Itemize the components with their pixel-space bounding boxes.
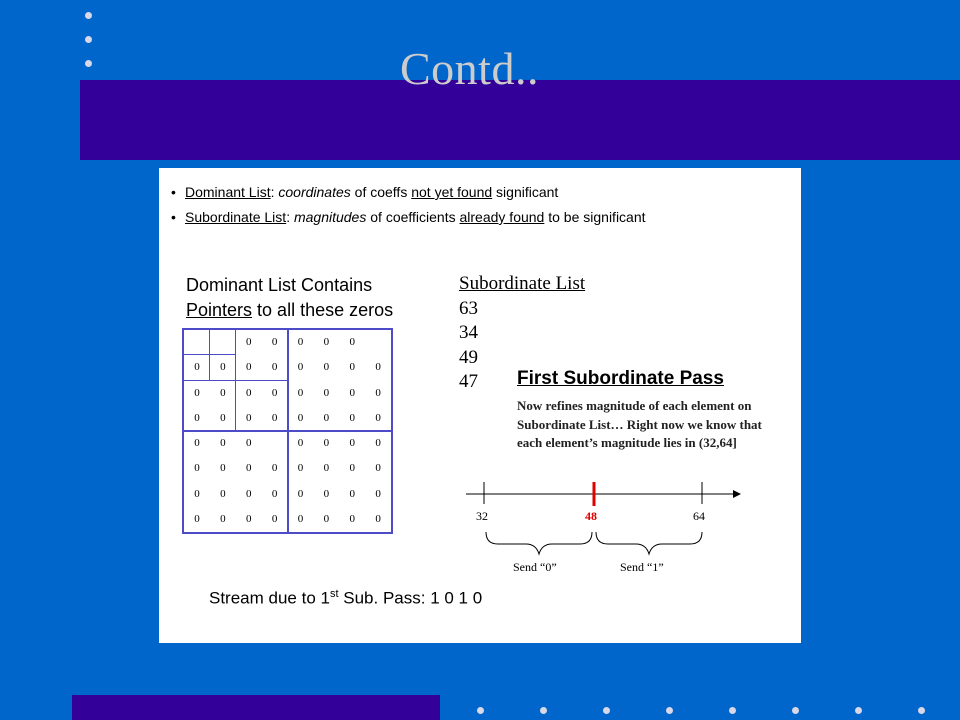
decor-dot [85, 36, 92, 43]
grid-cell: 0 [349, 336, 355, 348]
bottom-bar [72, 695, 440, 720]
send-one-label: Send “1” [620, 560, 664, 574]
decor-dot [85, 60, 92, 67]
grid-cell: 0 [220, 411, 226, 424]
grid-cell: 0 [375, 411, 381, 424]
dominant-label-line1: Dominant List Contains [186, 275, 373, 295]
stream-text [209, 588, 482, 609]
grid-cell: 0 [349, 386, 355, 399]
grid-cell: 0 [297, 462, 304, 475]
subordinate-header: Subordinate List [459, 273, 586, 294]
bullet-icon: • [171, 209, 176, 225]
bullet-underline: not yet found [411, 184, 493, 200]
bullet-emph: magnitudes [293, 209, 367, 225]
grid-cell [365, 330, 391, 355]
decor-dot [855, 707, 862, 714]
axis-label-32: 32 [476, 509, 488, 523]
subordinate-value: 49 [459, 346, 478, 368]
slide-content [159, 168, 801, 643]
number-line-arrow-icon [733, 490, 741, 498]
grid-cell: 0 [194, 462, 200, 475]
grid-cell: 0 [245, 487, 252, 500]
grid-cell: 0 [220, 437, 226, 449]
grid-cell: 0 [245, 361, 252, 374]
coefficient-grid [182, 328, 393, 534]
grid-cell: 0 [375, 462, 381, 475]
grid-cell: 0 [220, 487, 226, 500]
grid-cell: 0 [297, 411, 304, 424]
decor-dot [603, 707, 610, 714]
grid-cell: 0 [245, 386, 252, 399]
bullet-dominant [171, 184, 558, 200]
bullet-term: Dominant List [185, 184, 271, 200]
grid-cell: 0 [271, 386, 278, 399]
grid-cell: 0 [349, 462, 355, 475]
bullet-sep: : [270, 184, 279, 200]
bullet-text: of coefficients [366, 209, 460, 225]
bullet-text: significant [492, 184, 559, 200]
subordinate-value: 34 [459, 322, 478, 343]
bullet-subordinate [171, 209, 646, 225]
grid-cell: 0 [271, 462, 278, 475]
axis-label-48: 48 [585, 509, 597, 523]
dominant-label-line2 [186, 300, 393, 321]
decor-dot [85, 12, 92, 19]
bullet-icon: • [171, 184, 176, 200]
decor-dot [666, 707, 673, 714]
grid-cell: 0 [323, 411, 330, 424]
grid-cell: 0 [194, 437, 200, 449]
decor-dot [477, 707, 484, 714]
stream-suffix: Sub. Pass: 1 0 1 0 [338, 588, 483, 608]
brace-left [486, 532, 592, 554]
grid-cell: 0 [349, 512, 355, 525]
grid-cell: 0 [194, 487, 200, 500]
grid-cell: 0 [220, 361, 226, 374]
grid-cell: 0 [349, 361, 355, 374]
grid-cell: 0 [375, 487, 381, 500]
grid-cell: 0 [220, 462, 226, 475]
subordinate-value: 47 [459, 371, 478, 392]
grid-cell [184, 330, 210, 355]
grid-cell: 0 [271, 411, 278, 424]
grid-cell [210, 330, 236, 355]
dominant-label-rest: to all these zeros [252, 300, 394, 320]
grid-cell: 0 [349, 411, 355, 424]
brace-right [596, 532, 702, 554]
decor-dot [540, 707, 547, 714]
grid-cell: 0 [271, 336, 278, 348]
decor-dot [729, 707, 736, 714]
grid-line [184, 430, 391, 432]
grid-cell: 0 [245, 411, 252, 424]
grid-cell: 0 [349, 437, 355, 449]
grid-cell: 0 [349, 487, 355, 500]
grid-cell: 0 [323, 437, 330, 449]
grid-cell: 0 [271, 512, 278, 525]
grid-cell: 0 [194, 386, 200, 399]
grid-cell: 0 [323, 386, 330, 399]
grid-cell: 0 [375, 386, 381, 399]
grid-cell: 0 [297, 487, 304, 500]
grid-cell: 0 [297, 386, 304, 399]
grid-cell: 0 [245, 437, 252, 449]
grid-cell: 0 [220, 512, 226, 525]
grid-cell: 0 [375, 361, 381, 374]
grid-cell: 0 [323, 462, 330, 475]
stream-prefix: Stream due to 1 [209, 588, 330, 608]
grid-cell: 0 [245, 336, 252, 348]
send-zero-label: Send “0” [513, 560, 557, 574]
grid-cell: 0 [245, 462, 252, 475]
axis-label-64: 64 [693, 509, 705, 523]
grid-cell: 0 [271, 487, 278, 500]
grid-cell: 0 [297, 437, 304, 449]
grid-cell: 0 [194, 411, 200, 424]
number-line [454, 468, 754, 578]
bullet-text: of coeffs [350, 184, 412, 200]
grid-cell: 0 [297, 361, 304, 374]
subordinate-value: 63 [459, 297, 478, 319]
bullet-term: Subordinate List [185, 209, 287, 225]
grid-cell: 0 [375, 512, 381, 525]
grid-cell: 0 [297, 336, 304, 348]
bullet-sep: : [286, 209, 294, 225]
decor-dot [792, 707, 799, 714]
grid-cell: 0 [220, 386, 226, 399]
grid-cell: 0 [194, 512, 200, 525]
pointers-word: Pointers [186, 300, 253, 320]
grid-cell: 0 [323, 512, 330, 525]
grid-cell [262, 431, 288, 456]
grid-cell: 0 [375, 437, 381, 449]
bullet-text: to be significant [544, 209, 646, 225]
grid-cell: 0 [297, 512, 304, 525]
bullet-emph: coordinates [278, 184, 351, 200]
grid-cell: 0 [323, 487, 330, 500]
grid-cell: 0 [245, 512, 252, 525]
bullet-underline: already found [459, 209, 545, 225]
grid-line [184, 380, 288, 382]
slide-title: Contd.. [400, 43, 539, 94]
first-sub-pass-title: First Subordinate Pass [517, 368, 724, 389]
decor-dot [918, 707, 925, 714]
grid-line [184, 354, 236, 355]
stream-sup: st [329, 588, 339, 600]
grid-cell: 0 [323, 336, 330, 348]
first-sub-pass-description: Now refines magnitude of each element on Subordinate List… Right now we know that each element’s magnitude lies in (32,64] [517, 398, 762, 450]
grid-cell: 0 [194, 361, 200, 374]
grid-cell: 0 [323, 361, 330, 374]
grid-cell: 0 [271, 361, 278, 374]
